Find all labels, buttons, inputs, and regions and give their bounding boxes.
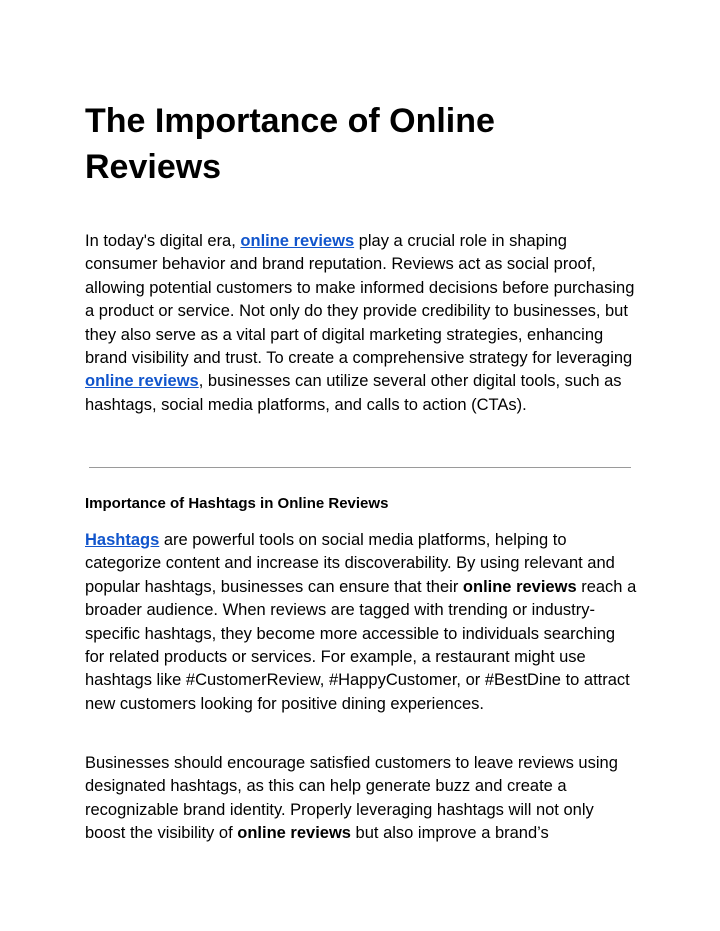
businesses-text-1: Businesses should encourage satisfied customers to leave reviews using designated hashtags, as this can help generate buzz and create a recognizable brand identity. Properly leveraging hashtags will not only boost the visibility of [85, 754, 618, 843]
intro-text-3: , businesses can utilize several other digital tools, such as hashtags, social media platforms, and calls to action (CTAs). [85, 372, 622, 414]
online-reviews-link-2[interactable]: online reviews [85, 372, 199, 391]
section-heading: Importance of Hashtags in Online Reviews [85, 495, 389, 512]
section-divider [89, 467, 631, 468]
hashtags-paragraph [85, 529, 637, 716]
hashtags-text-2: reach a broader audience. When reviews are tagged with trending or industry-specific hashtags, they become more accessible to individuals searching for related products or services. For example, a restaurant might use hashtags like #CustomerReview, #HappyCustomer, or #BestDine to attract new customers looking for positive dining experiences. [85, 577, 637, 713]
hashtags-text-1: are powerful tools on social media platforms, helping to categorize content and increase its discoverability. By using relevant and popular hashtags, businesses can ensure that their [85, 531, 615, 596]
businesses-text-2: but also improve a brand’s [350, 824, 549, 843]
hashtags-bold-online-reviews: online reviews [462, 577, 577, 596]
hashtags-link[interactable]: Hashtags [85, 531, 160, 549]
intro-text-2: play a crucial role in shaping consumer behavior and brand reputation. Reviews act as social proof, allowing potential customers to make informed decisions before purchasing a product or service. Not only do they provide credibility to businesses, but they also serve as a vital part of digital marketing strategies, enhancing brand visibility and trust. To create a comprehensive strategy for leveraging [85, 232, 635, 368]
businesses-paragraph [85, 752, 637, 846]
page-title: The Importance of Online Reviews [85, 102, 495, 186]
businesses-bold-online-reviews: online reviews [237, 824, 351, 843]
intro-paragraph [85, 230, 637, 417]
online-reviews-link-1[interactable]: online reviews [240, 232, 355, 250]
intro-text-1: In today's digital era, [85, 232, 241, 250]
